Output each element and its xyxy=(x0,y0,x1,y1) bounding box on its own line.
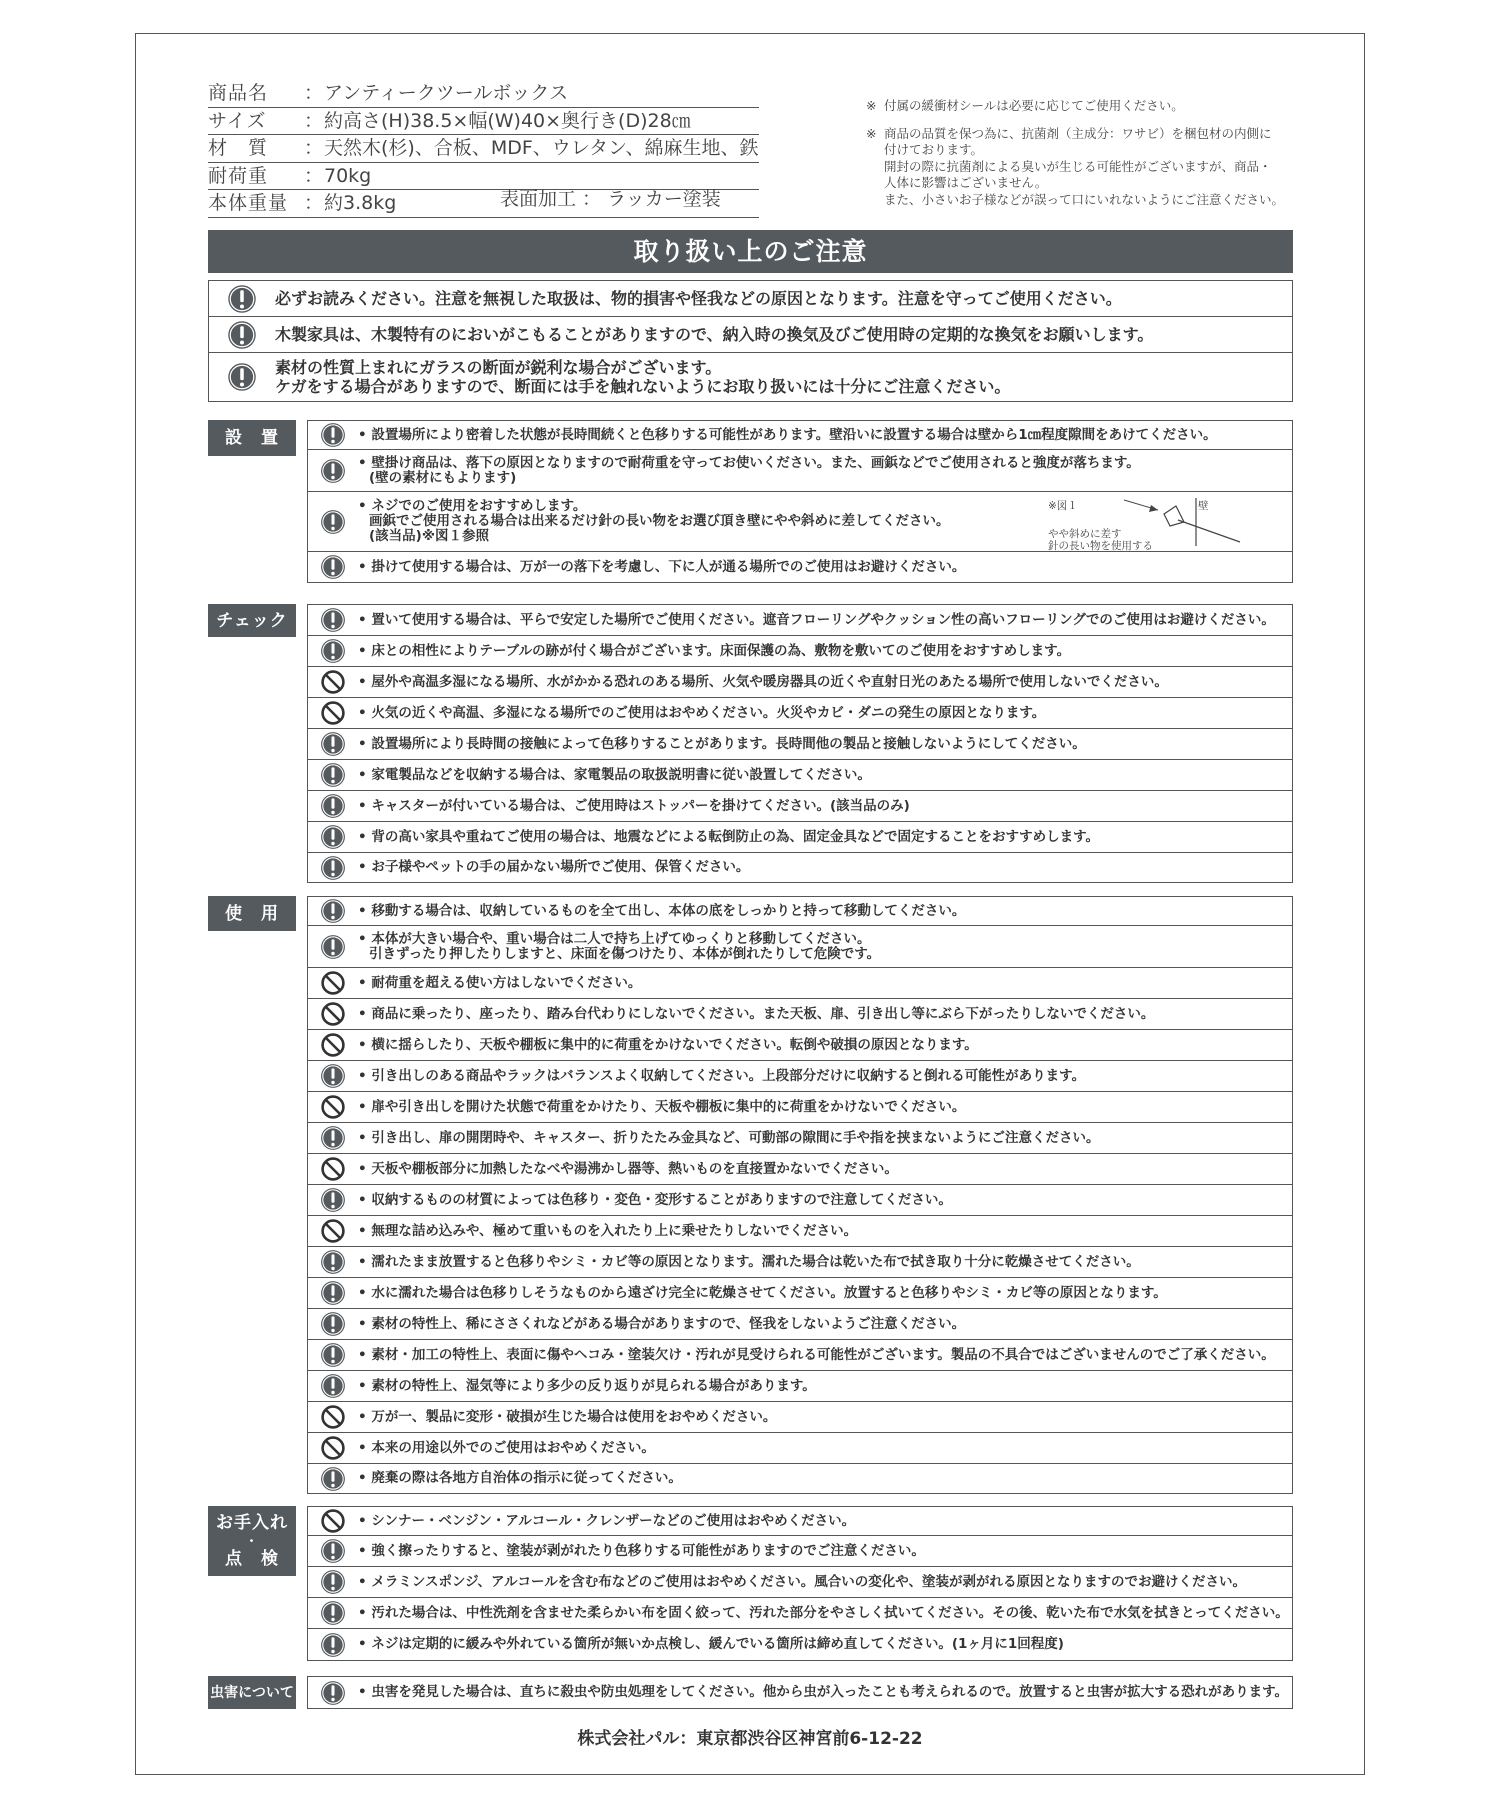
spec-value: 約高さ(H)38.5×幅(W)40×奥行き(D)28㎝ xyxy=(324,109,691,132)
caution-item-text xyxy=(358,1286,1167,1301)
caution-item-text xyxy=(358,1317,965,1332)
caution-line: • 素材・加工の特性上、表面に傷やヘコみ・塗装欠け・汚れが見受けられる可能性がございます。製品の不具合ではございませんのでご了承ください。 xyxy=(358,1348,1275,1363)
caution-icon xyxy=(320,1125,346,1151)
caution-line: • 引き出し、扉の開閉時や、キャスター、折りたたみ金具など、可動部の隙間に手や指を挟まないようにご注意ください。 xyxy=(358,1131,1100,1146)
caution-item xyxy=(308,1061,1292,1092)
caution-item-text xyxy=(358,904,965,919)
section-items xyxy=(307,1676,1293,1709)
caution-icon xyxy=(320,793,346,819)
caution-line: 画鋲でご使用される場合は出来るだけ針の長い物をお選び頂き壁にやや斜めに差してください。 xyxy=(369,513,950,529)
caution-item-text xyxy=(358,1575,1246,1590)
caution-item xyxy=(308,421,1292,450)
spec-row xyxy=(208,80,759,108)
caution-item xyxy=(308,450,1292,492)
icon-cell xyxy=(308,554,358,580)
icon-cell xyxy=(308,1001,358,1027)
section-items xyxy=(307,1506,1293,1661)
caution-item-text xyxy=(358,1514,855,1529)
caution-item-text xyxy=(358,428,1217,443)
caution-line: • 床との相性によりテーブルの跡が付く場合がございます。床面保護の為、敷物を敷いてのご使用をおすすめします。 xyxy=(358,644,1070,659)
caution-icon xyxy=(320,855,346,881)
caution-item xyxy=(308,791,1292,822)
caution-item-text xyxy=(358,768,871,783)
prohibition-icon xyxy=(320,700,346,726)
prohibition-icon xyxy=(320,1001,346,1027)
icon-cell xyxy=(308,1249,358,1275)
caution-line: 素材の性質上まれにガラスの断面が鋭利な場合がございます。 xyxy=(275,358,722,377)
caution-item xyxy=(308,1185,1292,1216)
icon-cell xyxy=(308,638,358,664)
caution-line: • 横に揺らしたり、天板や棚板に集中的に荷重をかけないでください。転倒や破損の原因となります。 xyxy=(358,1038,978,1053)
note-line: 付けております。 xyxy=(884,142,984,157)
caution-icon xyxy=(320,1538,346,1564)
caution-line: • 濡れたまま放置すると色移りやシミ・カビ等の原因となります。濡れた場合は乾いた布で拭き取り十分に乾燥させてください。 xyxy=(358,1255,1140,1270)
icon-cell xyxy=(308,1311,358,1337)
spec-key: サイズ xyxy=(208,109,267,132)
prohibition-icon xyxy=(320,669,346,695)
caution-item xyxy=(308,1629,1292,1660)
caution-item xyxy=(308,1567,1292,1598)
icon-cell xyxy=(209,362,275,392)
pushpin-part xyxy=(1178,520,1240,542)
caution-line: • 虫害を発見した場合は、直ちに殺虫や防虫処理をしてください。他から虫が入ったことも考えられるので。放置すると虫害が拡大する恐れがあります。 xyxy=(358,1685,1288,1700)
icon-cell xyxy=(308,855,358,881)
icon-cell xyxy=(308,1280,358,1306)
caution-icon xyxy=(227,362,257,392)
caution-icon xyxy=(320,824,346,850)
icon-cell xyxy=(308,1156,358,1182)
caution-item xyxy=(308,1677,1292,1708)
icon-cell xyxy=(308,1125,358,1151)
spec-key: 本体重量 xyxy=(208,192,289,214)
caution-icon xyxy=(320,1569,346,1595)
figure-desc: やや斜めに差す xyxy=(1048,528,1122,540)
section-label xyxy=(208,896,296,931)
caution-line: • 火気の近くや高温、多湿になる場所でのご使用はおやめください。火災やカビ・ダニの発生の原因となります。 xyxy=(358,706,1045,721)
caution-icon xyxy=(320,554,346,580)
spec-colon: ： xyxy=(304,82,324,104)
spec-value: 約3.8kg xyxy=(324,192,397,214)
caution-item-text xyxy=(358,1410,776,1425)
caution-line: • 耐荷重を超える使い方はしないでください。 xyxy=(358,976,641,991)
caution-line: • 収納するものの材質によっては色移り・変色・変形することがありますので注意してください。 xyxy=(358,1193,952,1208)
caution-item-text xyxy=(358,1100,965,1115)
icon-cell xyxy=(308,607,358,633)
section-label-line: チェック xyxy=(216,610,288,631)
caution-item-text xyxy=(358,1255,1140,1270)
caution-line: • 引き出しのある商品やラックはバランスよく収納してください。上段部分だけに収納すると倒れる可能性があります。 xyxy=(358,1069,1085,1084)
caution-item-text xyxy=(358,737,1086,752)
general-caution-row xyxy=(209,317,1292,353)
note-mark: ※ xyxy=(866,98,877,113)
spec-colon: ： xyxy=(304,192,324,214)
icon-cell xyxy=(308,1600,358,1626)
caution-item xyxy=(308,1598,1292,1629)
caution-item-text xyxy=(358,1007,1154,1022)
note-line: 人体に影響はございません。 xyxy=(884,175,1048,190)
caution-icon xyxy=(320,509,346,535)
section-items xyxy=(307,420,1293,583)
section-label xyxy=(208,1676,296,1709)
caution-item-text xyxy=(358,1637,1064,1652)
caution-icon xyxy=(320,422,346,448)
caution-item-text xyxy=(358,1544,925,1559)
spec-key: 耐荷重 xyxy=(208,164,269,187)
caution-item xyxy=(308,968,1292,999)
caution-item xyxy=(308,760,1292,791)
icon-cell xyxy=(209,284,275,314)
prohibition-icon xyxy=(320,1156,346,1182)
caution-line: • 家電製品などを収納する場合は、家電製品の取扱説明書に従い設置してください。 xyxy=(358,768,871,783)
icon-cell xyxy=(308,1404,358,1430)
caution-line: • 壁掛け商品は、落下の原因となりますので耐荷重を守ってお使いください。また、画鋲などでご使用されると強度が落ちます。 xyxy=(358,456,1140,471)
caution-icon xyxy=(320,1680,346,1706)
icon-cell xyxy=(308,1187,358,1213)
caution-line: • 移動する場合は、収納しているものを全て出し、本体の底をしっかりと持って移動してください。 xyxy=(358,904,965,919)
note-mark: ※ xyxy=(866,125,877,141)
caution-icon xyxy=(320,1632,346,1658)
caution-item-text xyxy=(358,644,1070,659)
section-label-line: ・ xyxy=(245,1534,259,1548)
general-caution-row xyxy=(209,281,1292,317)
note-line: また、小さいお子様などが誤って口にいれないようにご注意ください。 xyxy=(884,191,1285,207)
caution-item-text xyxy=(358,799,910,814)
caution-icon xyxy=(320,458,346,484)
caution-item xyxy=(308,1030,1292,1061)
general-caution-text xyxy=(275,358,1010,396)
caution-item-text xyxy=(358,560,965,575)
caution-line: • お子様やペットの手の届かない場所でご使用、保管ください。 xyxy=(358,860,749,875)
caution-item-text xyxy=(358,1224,857,1239)
icon-cell xyxy=(308,970,358,996)
caution-item xyxy=(308,1123,1292,1154)
prohibition-icon xyxy=(320,1508,346,1534)
note xyxy=(866,126,1326,209)
icon-cell xyxy=(308,509,358,535)
caution-item-text xyxy=(358,1685,1288,1700)
caution-line: 引きずったり押したりしますと、床面を傷つけたり、本体が倒れたりして危険です。 xyxy=(369,945,881,962)
caution-item xyxy=(308,926,1292,968)
caution-line: ケガをする場合がありますので、断面には手を触れないようにお取り扱いには十分にご注意ください。 xyxy=(275,377,1011,396)
caution-line: • 本来の用途以外でのご使用はおやめください。 xyxy=(358,1441,655,1456)
caution-line: (壁の素材にもよります) xyxy=(369,469,517,486)
icon-cell xyxy=(308,1466,358,1492)
section-items xyxy=(307,604,1293,883)
caution-item xyxy=(308,636,1292,667)
caution-item xyxy=(308,1536,1292,1567)
note-text xyxy=(884,98,1184,115)
finish-text: 表面加工 ： ラッカー塗装 xyxy=(500,188,721,210)
caution-line: 木製家具は、木製特有のにおいがこもることがありますので、納入時の換気及びご使用時の定期的な換気をお願いします。 xyxy=(275,325,1154,344)
icon-cell xyxy=(308,1569,358,1595)
caution-icon xyxy=(320,607,346,633)
spec-colon: ： xyxy=(304,137,324,159)
icon-cell xyxy=(308,1032,358,1058)
caution-line: • 背の高い家具や重ねてご使用の場合は、地震などによる転倒防止の為、固定金具などで固定することをおすすめします。 xyxy=(358,830,1099,845)
figure-desc: 針の長い物を使用する xyxy=(1048,540,1153,552)
company-footer: 株式会社パル：東京都渋谷区神宮前6-12-22 xyxy=(577,1729,923,1749)
caution-item xyxy=(308,1154,1292,1185)
section-label-line: お手入れ xyxy=(216,1513,288,1533)
icon-cell xyxy=(308,1342,358,1368)
caution-icon xyxy=(320,1063,346,1089)
caution-item xyxy=(308,1247,1292,1278)
caution-line: • 素材の特性上、湿気等により多少の反り返りが見られる場合があります。 xyxy=(358,1379,816,1394)
spec-key: 材 質 xyxy=(208,137,269,159)
icon-cell xyxy=(308,669,358,695)
caution-banner: 取り扱い上のご注意 xyxy=(208,230,1293,273)
icon-cell xyxy=(308,458,358,484)
caution-line: • 設置場所により長時間の接触によって色移りすることがあります。長時間他の製品と接触しないようにしてください。 xyxy=(358,737,1086,752)
spec-value: アンティークツールボックス xyxy=(324,82,569,104)
general-caution-box xyxy=(208,280,1293,402)
caution-item-text xyxy=(358,613,1275,628)
caution-item xyxy=(308,1092,1292,1123)
icon-cell xyxy=(308,898,358,924)
caution-item xyxy=(308,667,1292,698)
caution-line: 必ずお読みください。注意を無視した取扱は、物的損害や怪我などの原因となります。注意を守ってご使用ください。 xyxy=(275,289,1122,308)
prohibition-icon xyxy=(320,1435,346,1461)
icon-cell xyxy=(308,1680,358,1706)
spec-row xyxy=(208,108,759,136)
section-label-line: 点 検 xyxy=(225,1549,279,1569)
caution-icon xyxy=(320,1187,346,1213)
caution-item xyxy=(308,897,1292,926)
caution-line: • 本体が大きい場合や、重い場合は二人で持ち上げてゆっくりと移動してください。 xyxy=(358,932,880,947)
caution-icon xyxy=(227,284,257,314)
icon-cell xyxy=(308,1063,358,1089)
icon-cell xyxy=(308,1632,358,1658)
caution-line: • シンナー・ベンジン・アルコール・クレンザーなどのご使用はおやめください。 xyxy=(358,1514,855,1529)
caution-item-text xyxy=(358,1441,655,1456)
caution-item-text xyxy=(358,1379,816,1394)
caution-icon xyxy=(320,1249,346,1275)
caution-item xyxy=(308,853,1292,882)
caution-item xyxy=(308,1216,1292,1247)
spec-key: 商品名 xyxy=(208,82,269,104)
prohibition-icon xyxy=(320,1094,346,1120)
icon-cell xyxy=(308,793,358,819)
caution-item-text xyxy=(358,1471,682,1486)
figure-label: ※図１ xyxy=(1048,500,1078,512)
notes-block xyxy=(866,98,1326,219)
prohibition-icon xyxy=(320,1404,346,1430)
note-line: 商品の品質を保つ為に、抗菌剤（主成分：ワサビ）を梱包材の内側に xyxy=(884,125,1272,141)
icon-cell xyxy=(308,1218,358,1244)
icon-cell xyxy=(308,731,358,757)
figure-1 xyxy=(1048,496,1248,550)
caution-item-text xyxy=(358,860,749,875)
section-label xyxy=(208,1506,296,1576)
spec-colon: ： xyxy=(304,164,324,187)
caution-icon xyxy=(320,762,346,788)
caution-item-text xyxy=(358,706,1045,721)
general-caution-text xyxy=(275,289,1122,308)
section-label-line: 使 用 xyxy=(225,903,279,924)
caution-item xyxy=(308,729,1292,760)
spec-value: 70kg xyxy=(324,164,372,187)
caution-icon xyxy=(320,934,346,960)
caution-item-text xyxy=(358,1348,1275,1363)
product-spec xyxy=(208,80,759,218)
caution-icon xyxy=(320,1600,346,1626)
section-items xyxy=(307,896,1293,1494)
icon-cell xyxy=(308,1094,358,1120)
figure-wall-label: 壁 xyxy=(1198,500,1209,512)
general-caution-row xyxy=(209,353,1292,401)
caution-line: • 掛けて使用する場合は、万が一の落下を考慮し、下に人が通る場所でのご使用はお避けください。 xyxy=(358,560,965,575)
caution-icon xyxy=(320,1373,346,1399)
caution-line: • 置いて使用する場合は、平らで安定した場所でご使用ください。遮音フローリングやクッション性の高いフローリングでのご使用はお避けください。 xyxy=(358,613,1275,628)
caution-icon xyxy=(320,1342,346,1368)
caution-item xyxy=(308,698,1292,729)
caution-line: • 強く擦ったりすると、塗装が剥がれたり色移りする可能性がありますのでご注意ください。 xyxy=(358,1544,925,1559)
caution-item xyxy=(308,999,1292,1030)
note-line: 開封の際に抗菌剤による臭いが生じる可能性がございますが、商品・ xyxy=(884,158,1272,174)
caution-item-text xyxy=(358,1193,952,1208)
caution-item-text xyxy=(358,976,641,991)
caution-icon xyxy=(320,898,346,924)
section-label-line: 設 置 xyxy=(225,428,279,448)
caution-line: • 天板や棚板部分に加熱したなべや湯沸かし器等、熱いものを直接置かないでください。 xyxy=(358,1162,898,1177)
icon-cell xyxy=(308,762,358,788)
caution-line: • 設置場所により密着した状態が長時間続くと色移りする可能性があります。壁沿いに設置する場合は壁から1㎝程度隙間をあけてください。 xyxy=(358,428,1217,443)
icon-cell xyxy=(308,934,358,960)
caution-icon xyxy=(320,638,346,664)
icon-cell xyxy=(308,1373,358,1399)
caution-item-text xyxy=(358,499,950,544)
caution-item-text xyxy=(358,1069,1085,1084)
note-line: 付属の緩衝材シールは必要に応じてご使用ください。 xyxy=(884,98,1184,113)
caution-item-text xyxy=(358,1162,898,1177)
section-label xyxy=(208,604,296,637)
caution-line: • メラミンスポンジ、アルコールを含む布などのご使用はおやめください。風合いの変化や、塗装が剥がれる原因となりますのでお避けください。 xyxy=(358,1575,1246,1590)
caution-item-text xyxy=(358,1131,1100,1146)
caution-item xyxy=(308,1340,1292,1371)
caution-item-text xyxy=(358,675,1168,690)
caution-item xyxy=(308,552,1292,582)
caution-icon xyxy=(320,731,346,757)
caution-item-text xyxy=(358,830,1099,845)
general-caution-text xyxy=(275,325,1153,344)
caution-line: • キャスターが付いている場合は、ご使用時はストッパーを掛けてください。(該当品のみ) xyxy=(358,799,910,814)
section-label-line: 虫害について xyxy=(210,1684,294,1701)
caution-item xyxy=(308,1464,1292,1493)
caution-line: • ネジは定期的に緩みや外れている箇所が無いか点検し、緩んでいる箇所は締め直してください。(1ヶ月に1回程度) xyxy=(358,1637,1064,1652)
caution-item xyxy=(308,605,1292,636)
caution-item xyxy=(308,822,1292,853)
caution-item xyxy=(308,1507,1292,1536)
caution-line: • ネジでのご使用をおすすめします。 xyxy=(358,499,950,514)
caution-item xyxy=(308,1278,1292,1309)
section-label xyxy=(208,420,296,456)
pushpin-part xyxy=(1164,506,1184,526)
caution-line: • 汚れた場合は、中性洗剤を含ませた柔らかい布を固く絞って、汚れた部分をやさしく拭いてください。その後、乾いた布で水気を拭きとってください。 xyxy=(358,1606,1289,1621)
spec-row xyxy=(208,135,759,163)
caution-line: • 素材の特性上、稀にささくれなどがある場合がありますので、怪我をしないようご注意ください。 xyxy=(358,1317,965,1332)
prohibition-icon xyxy=(320,970,346,996)
caution-line: (該当品)※図１参照 xyxy=(369,528,489,544)
caution-line: • 万が一、製品に変形・破損が生じた場合は使用をおやめください。 xyxy=(358,1410,776,1425)
prohibition-icon xyxy=(320,1218,346,1244)
caution-line: • 商品に乗ったり、座ったり、踏み台代わりにしないでください。また天板、扉、引き出し等にぶら下がったりしないでください。 xyxy=(358,1007,1154,1022)
icon-cell xyxy=(308,1508,358,1534)
caution-item xyxy=(308,1371,1292,1402)
caution-icon xyxy=(227,320,257,350)
note xyxy=(866,98,1326,115)
prohibition-icon xyxy=(320,1032,346,1058)
caution-icon xyxy=(320,1280,346,1306)
caution-item-text xyxy=(358,1038,978,1053)
icon-cell xyxy=(308,422,358,448)
spec-colon: ： xyxy=(304,109,324,132)
icon-cell xyxy=(308,700,358,726)
icon-cell xyxy=(308,1435,358,1461)
spec-value: 天然木(杉)、合板、MDF、ウレタン、綿麻生地、鉄 xyxy=(324,137,759,159)
caution-line: • 無理な詰め込みや、極めて重いものを入れたり上に乗せたりしないでください。 xyxy=(358,1224,857,1239)
pushpin-part xyxy=(1149,505,1158,512)
caution-item-text xyxy=(358,1606,1289,1621)
caution-item xyxy=(308,1402,1292,1433)
caution-item-text xyxy=(358,932,880,962)
icon-cell xyxy=(308,1538,358,1564)
icon-cell xyxy=(308,824,358,850)
caution-line: • 廃棄の際は各地方自治体の指示に従ってください。 xyxy=(358,1471,682,1486)
caution-line: • 水に濡れた場合は色移りしそうなものから遠ざけ完全に乾燥させてください。放置すると色移りやシミ・カビ等の原因となります。 xyxy=(358,1286,1167,1301)
icon-cell xyxy=(209,320,275,350)
caution-item xyxy=(308,1433,1292,1464)
caution-item xyxy=(308,492,1292,552)
caution-item xyxy=(308,1309,1292,1340)
caution-icon xyxy=(320,1311,346,1337)
caution-line: • 扉や引き出しを開けた状態で荷重をかけたり、天板や棚板に集中的に荷重をかけないでください。 xyxy=(358,1100,965,1115)
caution-line: • 屋外や高温多湿になる場所、水がかかる恐れのある場所、火気や暖房器具の近くや直射日光のあたる場所で使用しないでください。 xyxy=(358,675,1168,690)
caution-item-text xyxy=(358,456,1140,486)
note-text xyxy=(884,126,1284,209)
caution-icon xyxy=(320,1466,346,1492)
